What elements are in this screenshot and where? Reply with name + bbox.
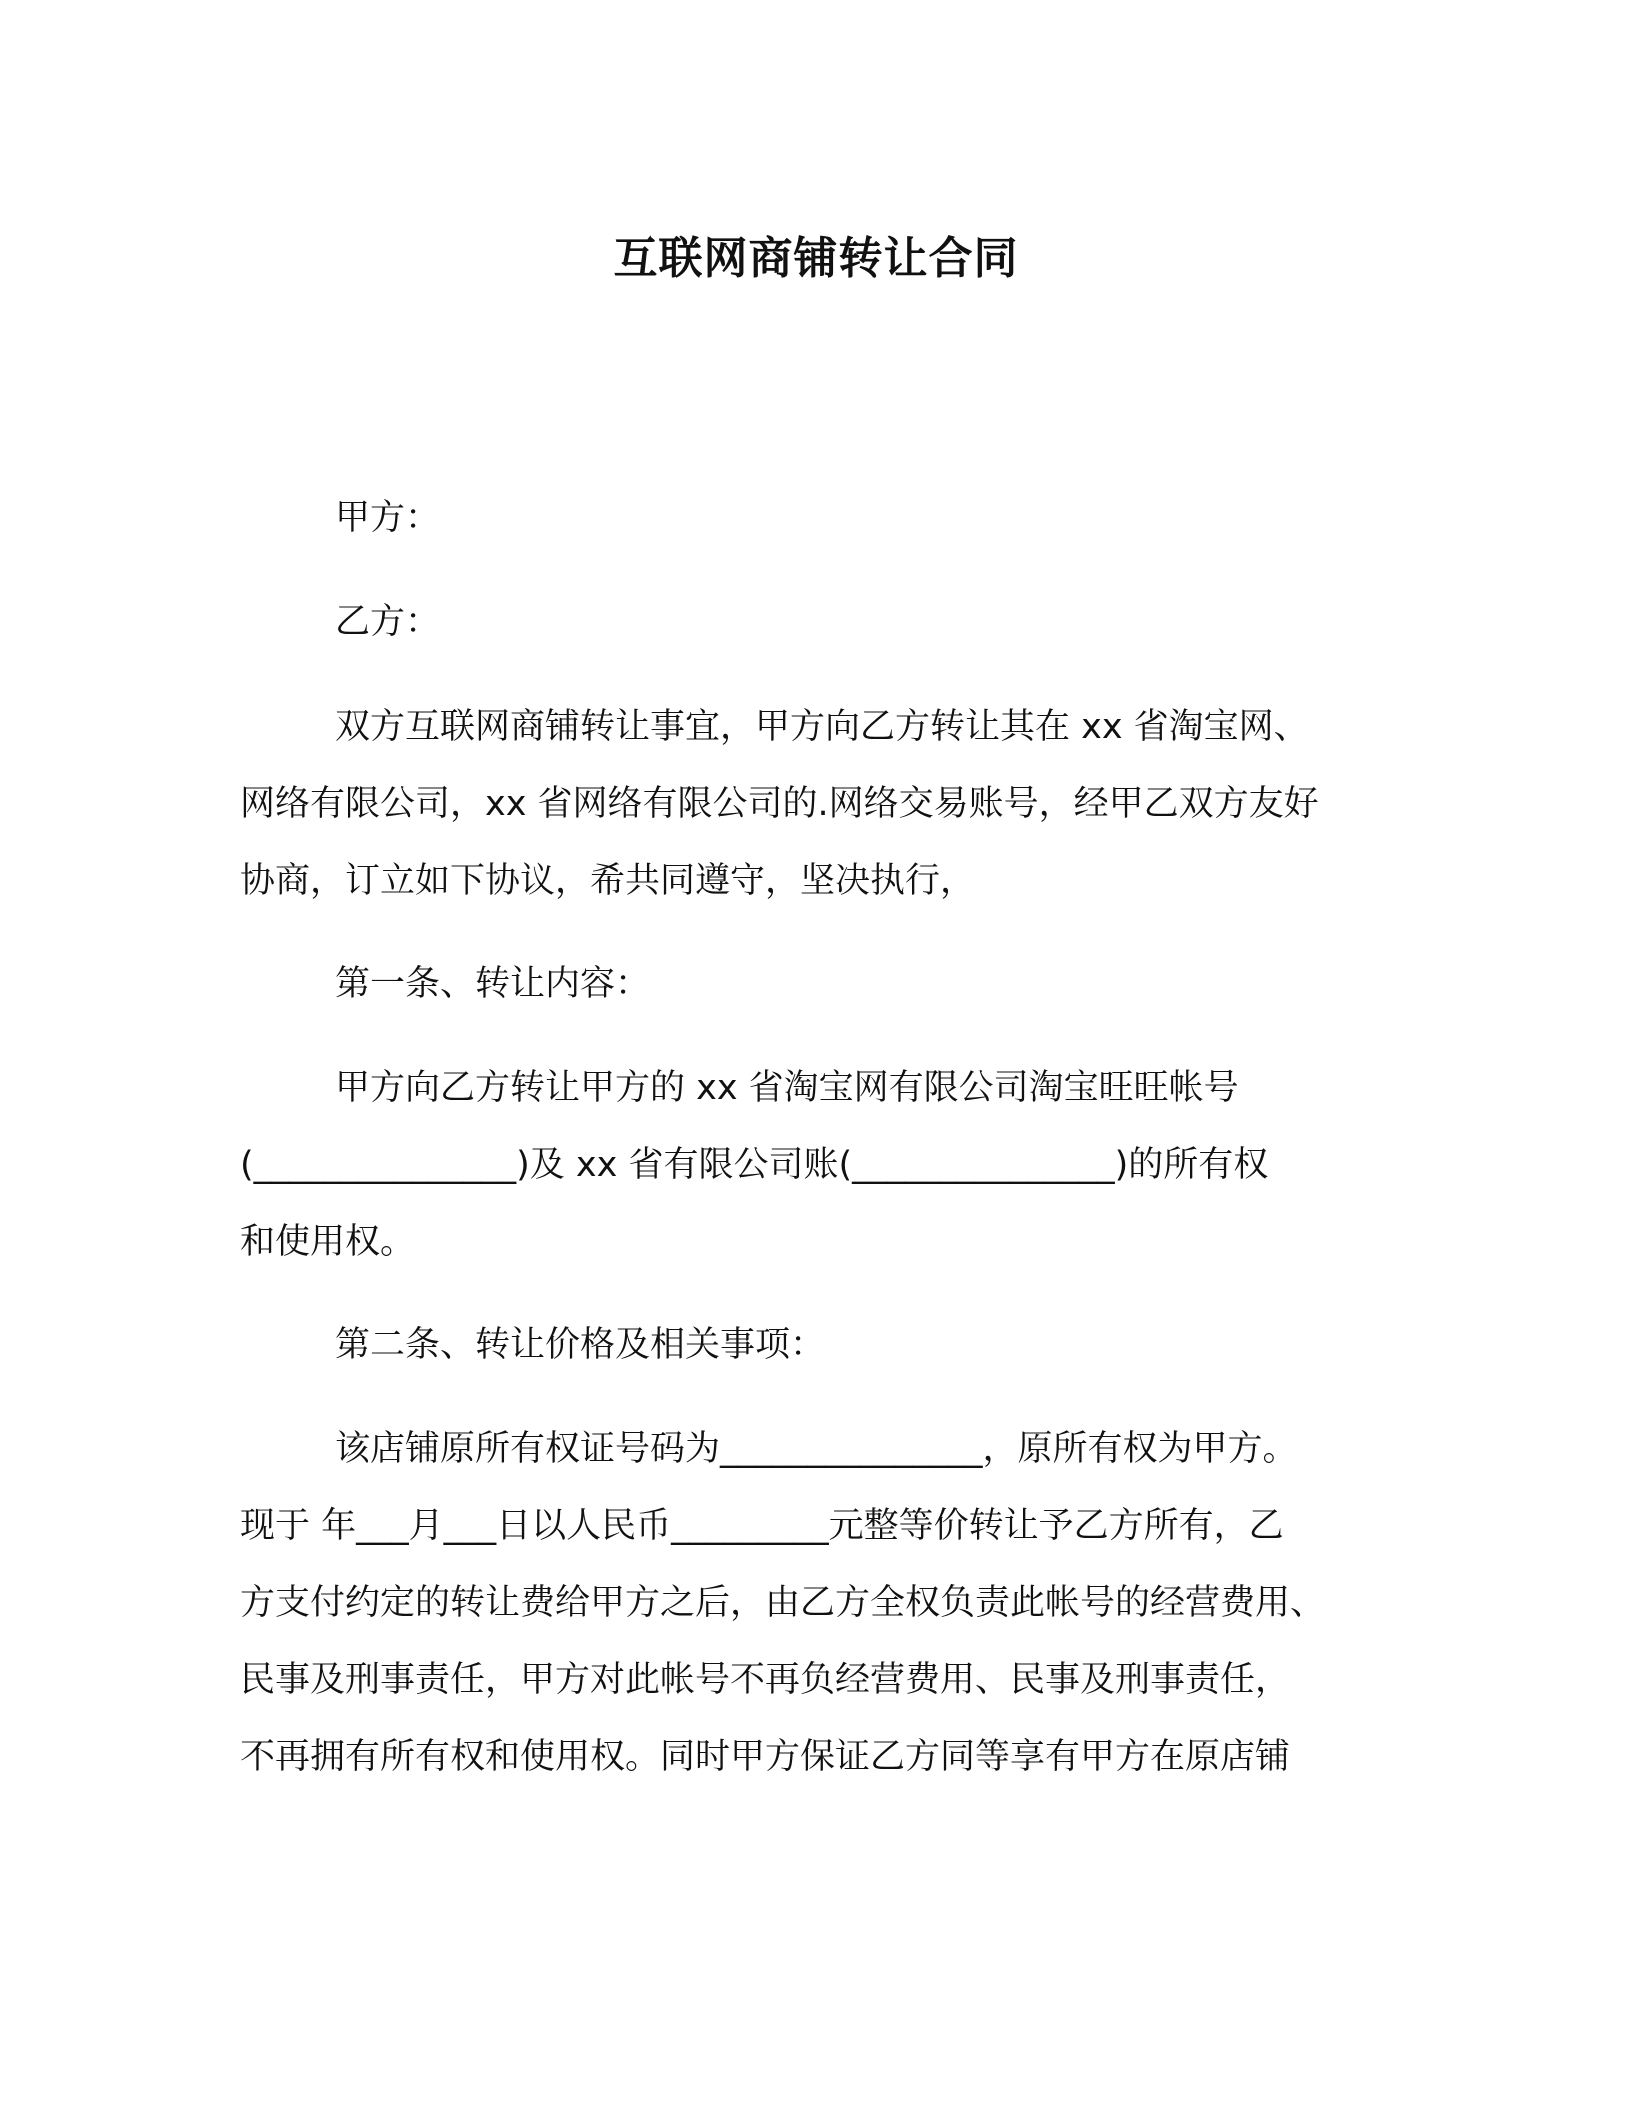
article-1-line-2: (_______________)及 xx 省有限公司账(_______________)的所有权 (240, 1145, 1269, 1185)
preamble-line-3: 协商，订立如下协议，希共同遵守，坚决执行， (240, 861, 976, 901)
article-2-line-4: 民事及刑事责任，甲方对此帐号不再负经营费用、民事及刑事责任， (240, 1660, 1291, 1700)
article-2-heading: 第二条、转让价格及相关事项： (335, 1325, 826, 1365)
party-a-label: 甲方： (335, 498, 441, 538)
article-2-line-5: 不再拥有所有权和使用权。同时甲方保证乙方同等享有甲方在原店铺 (240, 1737, 1291, 1777)
article-1-heading: 第一条、转让内容： (335, 964, 651, 1004)
article-2-line-3: 方支付约定的转让费给甲方之后，由乙方全权负责此帐号的经营费用、 (240, 1583, 1326, 1623)
article-1-line-1: 甲方向乙方转让甲方的 xx 省淘宝网有限公司淘宝旺旺帐号 (335, 1068, 1239, 1108)
document-title: 互联网商铺转让合同 (613, 233, 1019, 284)
article-2-line-1: 该店铺原所有权证号码为_______________，原所有权为甲方。 (335, 1429, 1298, 1469)
preamble-line-2: 网络有限公司，xx 省网络有限公司的.网络交易账号，经甲乙双方友好 (240, 784, 1319, 824)
article-2-line-2: 现于 年___月___日以人民币_________元整等价转让予乙方所有，乙 (240, 1506, 1284, 1546)
party-b-label: 乙方： (335, 602, 441, 642)
preamble-line-1: 双方互联网商铺转让事宜，甲方向乙方转让其在 xx 省淘宝网、 (335, 707, 1309, 747)
article-1-line-3: 和使用权。 (240, 1222, 416, 1262)
